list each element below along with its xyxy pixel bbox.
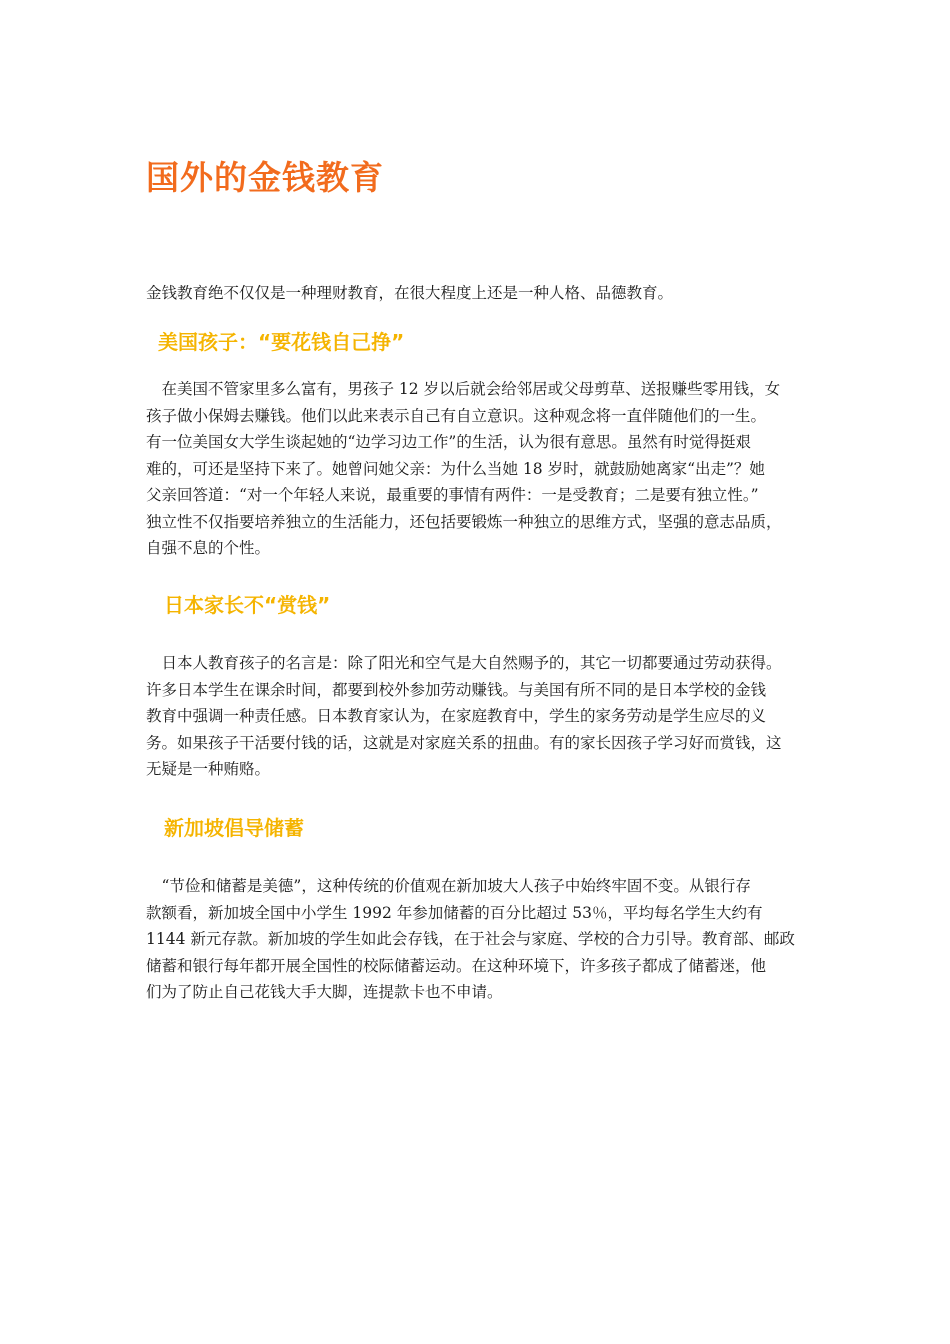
text-line: 无疑是一种贿赂。 (146, 760, 271, 778)
section-body-japan (146, 650, 816, 783)
section-body-singapore (146, 873, 816, 1006)
section-body-usa (146, 376, 816, 562)
text-line: 务。如果孩子干活要付钱的话，这就是对家庭关系的扭曲。有的家长因孩子学习好而赏钱，这 (146, 733, 782, 752)
page-title: 国外的金钱教育 (146, 158, 384, 197)
text-line: 款额看，新加坡全国中小学生 1992 年参加储蓄的百分比超过 53％，平均每名学生大约有 (146, 903, 763, 922)
text-line: 在美国不管家里多么富有，男孩子 12 岁以后就会给邻居或父母剪草、送报赚些零用钱，女 (146, 380, 781, 398)
section-heading-singapore: 新加坡倡导储蓄 (164, 816, 304, 840)
section-heading-usa: 美国孩子：“要花钱自己挣” (158, 330, 405, 354)
text-line: 自强不息的个性。 (146, 539, 271, 557)
intro-paragraph: 金钱教育绝不仅仅是一种理财教育，在很大程度上还是一种人格、品德教育。 (146, 284, 674, 302)
text-line: 孩子做小保姆去赚钱。他们以此来表示自己有自立意识。这种观念将一直伴随他们的一生。 (146, 406, 767, 425)
text-line: 1144 新元存款。新加坡的学生如此会存钱，在于社会与家庭、学校的合力引导。教育部、邮政 (146, 930, 795, 948)
text-line: 许多日本学生在课余时间，都要到校外参加劳动赚钱。与美国有所不同的是日本学校的金钱 (146, 680, 767, 699)
text-line: 教育中强调一种责任感。日本教育家认为，在家庭教育中，学生的家务劳动是学生应尽的义 (146, 707, 767, 725)
text-line: 父亲回答道：“对一个年轻人来说，最重要的事情有两件：一是受教育；二是要有独立性。” (146, 486, 759, 504)
section-heading-japan: 日本家长不“赏钱” (164, 593, 331, 617)
text-line: 难的，可还是坚持下来了。她曾问她父亲：为什么当她 18 岁时，就鼓励她离家“出走”？她 (146, 459, 765, 478)
text-line: 独立性不仅指要培养独立的生活能力，还包括要锻炼一种独立的思维方式，坚强的意志品质， (146, 512, 782, 531)
text-line: 有一位美国女大学生谈起她的“边学习边工作”的生活，认为很有意思。虽然有时觉得挺艰 (146, 433, 751, 451)
text-line: 们为了防止自己花钱大手大脚，连提款卡也不申请。 (146, 983, 503, 1001)
text-line: 储蓄和银行每年都开展全国性的校际储蓄运动。在这种环境下，许多孩子都成了储蓄迷，他 (146, 956, 767, 975)
text-line: “节俭和储蓄是美德”，这种传统的价值观在新加坡大人孩子中始终牢固不变。从银行存 (146, 877, 751, 895)
text-line: 日本人教育孩子的名言是：除了阳光和空气是大自然赐予的，其它一切都要通过劳动获得。 (146, 654, 782, 672)
